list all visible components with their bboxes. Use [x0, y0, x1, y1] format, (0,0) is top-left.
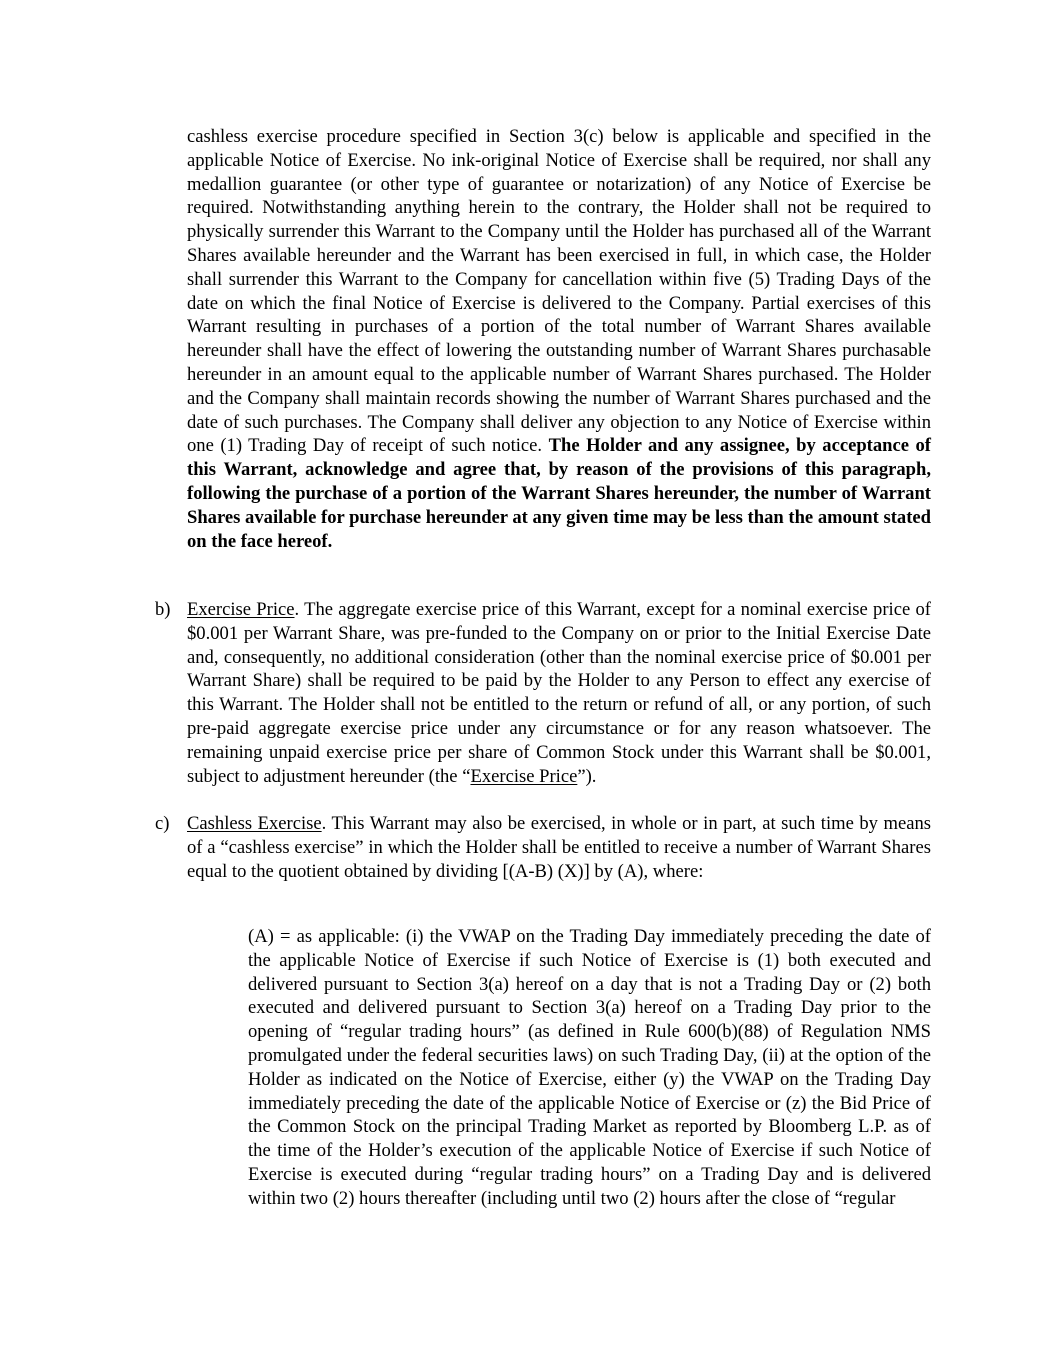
section-b-defined-term: Exercise Price [470, 765, 578, 787]
section-b-heading: Exercise Price [187, 599, 295, 620]
section-b-heading-suffix: . [294, 599, 300, 620]
section-c-heading-suffix: . [321, 813, 327, 834]
section-b-paragraph [187, 598, 931, 788]
section-c-paragraph [187, 812, 931, 883]
section-c-heading: Cashless Exercise [187, 813, 322, 834]
section-b-body: The aggregate exercise price of this Warrant, except for a nominal exercise price of $0.001 per Warrant Share, was pre-funded to the Company on or prior to the Initial Exercise Date and, consequently, no additional consideration (other than the nominal exercise price of $0.001 per Warrant Share) shall be required to be paid by the Holder to any Person to effect any exercise of this Warrant. The Holder shall not be entitled to the return or refund of all, or any portion, of such pre-paid aggregate exercise price under any circumstance or for any reason whatsoever. The remaining unpaid exercise price per share of Common Stock under this Warrant shall be $0.001, subject to adjustment hereunder (the “ [187, 599, 931, 787]
section-c-body: This Warrant may also be exercised, in whole or in part, at such time by means of a “cashless exercise” in which the Holder shall be entitled to receive a number of Warrant Shares equal to the quotient obtained by dividing [(A-B) (X)] by (A), where: [187, 813, 932, 882]
section-b-closing: ”). [577, 765, 597, 787]
continuation-text: cashless exercise procedure specified in Section 3(c) below is applicable and specified in the applicable Notice of Exercise. No ink-original Notice of Exercise shall be required, nor shall any medallion guarantee (or other type of guarantee or notarization) of any Notice of Exercise be required. Notwithstanding anything herein to the contrary, the Holder shall not be required to physically surrender this Warrant to the Company until the Holder has purchased all of the Warrant Shares available hereunder and the Warrant has been exercised in full, in which case, the Holder shall surrender this Warrant to the Company for cancellation within five (5) Trading Days of the date on which the final Notice of Exercise is delivered to the Company. Partial exercises of this Warrant resulting in purchases of a portion of the total number of Warrant Shares available hereunder shall have the effect of lowering the outstanding number of Warrant Shares purchasable hereunder in an amount equal to the applicable number of Warrant Shares purchased. The Holder and the Company shall maintain records showing the number of Warrant Shares purchased and the date of such purchases. The Company shall deliver any objection to any Notice of Exercise within one (1) Trading Day of receipt of such notice. [187, 126, 931, 457]
section-c-formula-a: (A) = as applicable: (i) the VWAP on the Trading Day immediately preceding the date of the applicable Notice of Exercise if such Notice of Exercise is (1) both executed and delivered pursuant to Section 3(a) hereof on a day that is not a Trading Day or (2) both executed and delivered pursuant to Section 3(a) hereof on a Trading Day prior to the opening of “regular trading hours” (as defined in Rule 600(b)(88) of Regulation NMS promulgated under the federal securities laws) on such Trading Day, (ii) at the option of the Holder as indicated on the Notice of Exercise, either (y) the VWAP on the Trading Day immediately preceding the date of the applicable Notice of Exercise or (z) the Bid Price of the Common Stock on the principal Trading Market as reported by Bloomberg L.P. as of the time of the Holder’s execution of the applicable Notice of Exercise if such Notice of Exercise is executed during “regular trading hours” on a Trading Day and is delivered within two (2) hours thereafter (including until two (2) hours after the close of “regular [248, 926, 931, 1209]
continuation-paragraph [187, 125, 931, 553]
section-c-marker: c) [155, 813, 170, 834]
section-b-marker: b) [155, 599, 171, 620]
bold-acknowledgement-text: The Holder and any assignee, by acceptance of this Warrant, acknowledge and agree that, by reason of the provisions of this paragraph, following the purchase of a portion of the Warrant Shares hereunder, the number of Warrant Shares available for purchase hereunder at any given time may be less than the amount stated on the face hereof. [187, 435, 931, 552]
